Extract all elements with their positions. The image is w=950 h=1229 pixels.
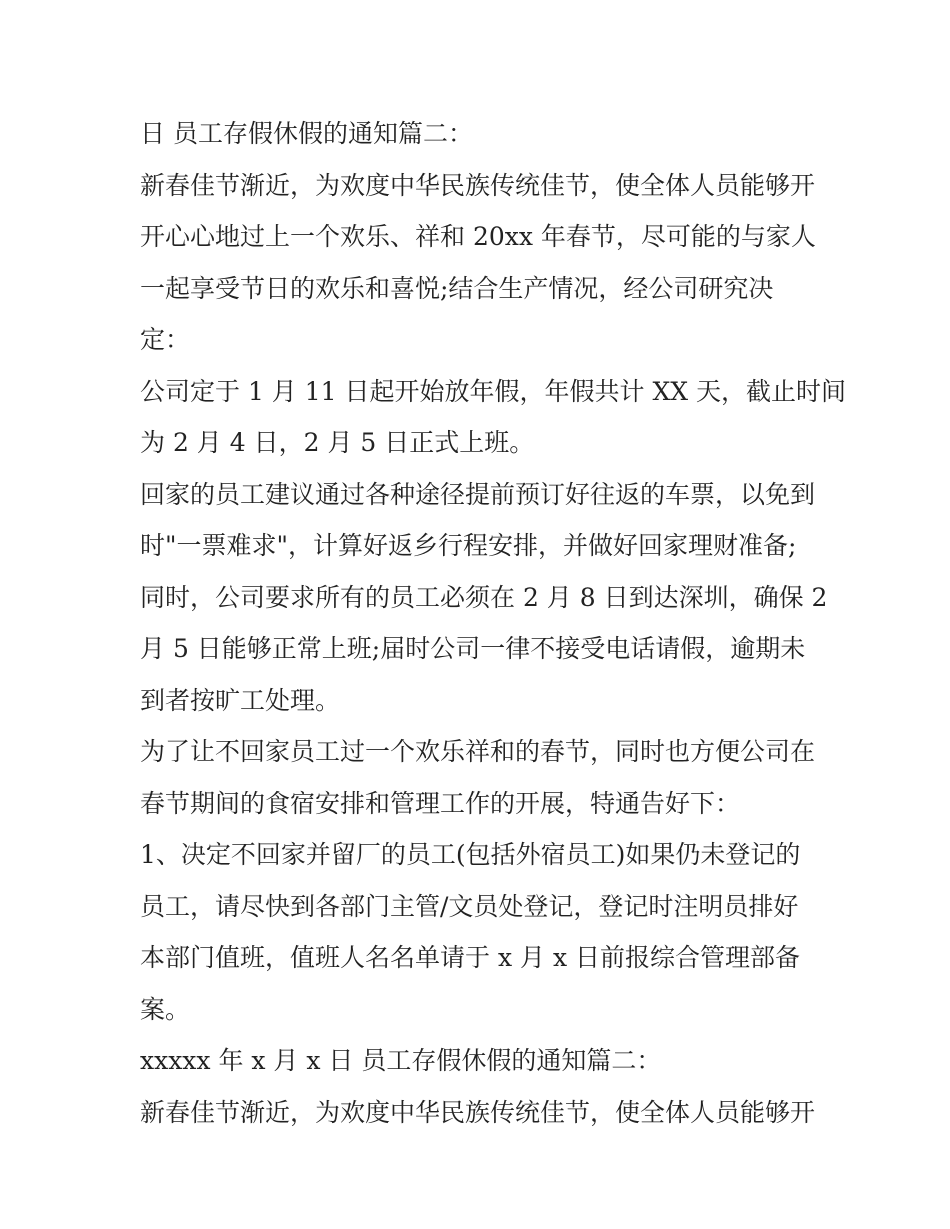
text-line: 回家的员工建议通过各种途径提前预订好往返的车票，以免到 xyxy=(140,479,816,509)
text-line: 本部门值班，值班人名名单请于 x 月 x 日前报综合管理部备 xyxy=(140,943,800,972)
text-line: 春节期间的食宿安排和管理工作的开展，特通告好下： xyxy=(140,788,741,818)
text-line: 员工，请尽快到各部门主管/文员处登记，登记时注明员排好 xyxy=(140,891,799,921)
text-line: 月 5 日能够正常上班;届时公司一律不接受电话请假，逾期未 xyxy=(140,634,806,663)
text-line: 日 员工存假休假的通知篇二： xyxy=(140,119,473,148)
text-line: 同时，公司要求所有的员工必须在 2 月 8 日到达深圳，确保 2 xyxy=(140,582,828,612)
text-line: 案。 xyxy=(140,994,191,1024)
text-line: 为了让不回家员工过一个欢乐祥和的春节，同时也方便公司在 xyxy=(140,737,816,766)
text-line: 时"一票难求"，计算好返乡行程安排，并做好回家理财准备; xyxy=(140,531,797,560)
text-line: xxxxx 年 x 月 x 日 员工存假休假的通知篇二： xyxy=(140,1046,662,1075)
text-line: 为 2 月 4 日，2 月 5 日正式上班。 xyxy=(140,428,535,457)
document-body xyxy=(140,108,846,1138)
text-line: 一起享受节日的欢乐和喜悦;结合生产情况，经公司研究决 xyxy=(140,273,774,303)
text-line: 定： xyxy=(140,325,191,354)
text-line: 新春佳节渐近，为欢度中华民族传统佳节，使全体人员能够开 xyxy=(140,170,816,200)
text-line: 新春佳节渐近，为欢度中华民族传统佳节，使全体人员能够开 xyxy=(140,1097,816,1127)
text-line: 1、决定不回家并留厂的员工(包括外宿员工)如果仍未登记的 xyxy=(140,840,801,869)
text-line: 开心心地过上一个欢乐、祥和 20xx 年春节，尽可能的与家人 xyxy=(140,222,816,251)
text-line: 到者按旷工处理。 xyxy=(140,685,341,715)
text-line: 公司定于 1 月 11 日起开始放年假，年假共计 XX 天，截止时间 xyxy=(140,376,846,406)
